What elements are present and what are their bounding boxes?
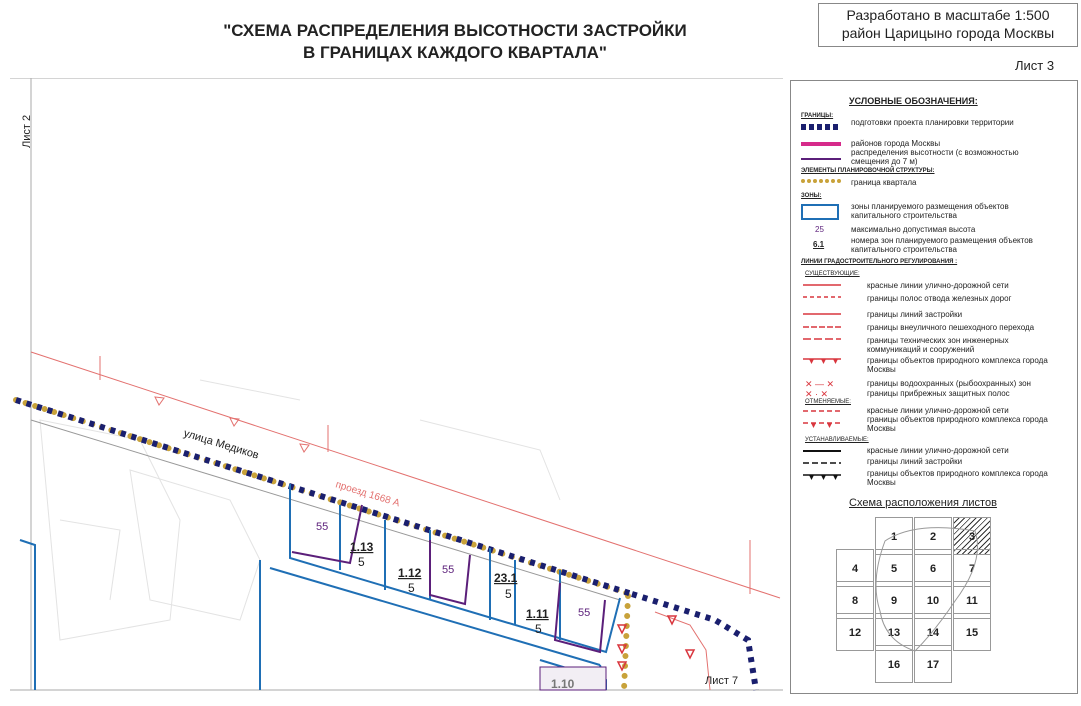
legend-zones-text: зоны планируемого размещения объектов капитального строительства (851, 202, 1009, 220)
zone-23-1-id: 23.1 (494, 571, 518, 585)
sheet-cell-5[interactable]: 5 (875, 549, 913, 587)
legend-border-districts: районов города Москвы (851, 139, 941, 148)
svg-text:✕ · ✕: ✕ · ✕ (805, 389, 829, 399)
sheet-cell-15[interactable]: 15 (953, 613, 991, 651)
district-border-symbol (801, 141, 841, 147)
legend-existing-1: красные линии улично-дорожной сети (867, 281, 1009, 290)
max-height-sample: 25 (815, 225, 824, 234)
height-border-symbol (801, 157, 841, 161)
sheet-cell-10[interactable]: 10 (914, 581, 952, 619)
zone-1-13-max: 55 (316, 521, 329, 533)
legend-established-1: красные линии улично-дорожной сети (867, 446, 1009, 455)
left-sheet-label: Лист 2 (21, 114, 33, 148)
planning-border-symbol (801, 123, 841, 131)
zone-1-13-id: 1.13 (350, 540, 374, 554)
sheet-cell-16[interactable]: 16 (875, 645, 913, 683)
legend-existing-5: границы технических зон инженерных коммуникаций и сооружений (867, 336, 1009, 354)
zone-symbol (801, 204, 839, 220)
legend-border-height: распределения высотности (с возможностью смещения до 7 м) (851, 148, 1019, 166)
height-borders (292, 505, 605, 652)
zone-1-11-id: 1.11 (526, 607, 549, 621)
street-label: улица Медиков (182, 427, 261, 462)
sheet-cell-1[interactable]: 1 (875, 517, 913, 555)
legend-section-zones: ЗОНЫ: (801, 193, 822, 199)
sheet-cell-17[interactable]: 17 (914, 645, 952, 683)
map-canvas (0, 78, 786, 706)
legend-existing-8: границы прибрежных защитных полос (867, 389, 1010, 398)
sheet-layout-title: Схема расположения листов (849, 497, 997, 509)
background-buildings (40, 380, 560, 640)
legend-block-border: граница квартала (851, 178, 917, 187)
legend-sub-cancelled: ОТМЕНЯЕМЫЕ: (805, 399, 851, 405)
legend-existing-4: границы внеуличного пешеходного перехода (867, 323, 1035, 332)
cancelled-lines-symbols (801, 407, 843, 431)
legend-section-borders: ГРАНИЦЫ: (801, 113, 834, 119)
district-outline-on-grid (875, 521, 995, 681)
sheet-cell-9[interactable]: 9 (875, 581, 913, 619)
sheet-cell-8[interactable]: 8 (836, 581, 874, 619)
sheet-cell-7[interactable]: 7 (953, 549, 991, 587)
title-line-2: В ГРАНИЦАХ КАЖДОГО КВАРТАЛА" (303, 43, 607, 62)
sheet-cell-13[interactable]: 13 (875, 613, 913, 651)
zone-outlines (20, 484, 620, 690)
legend-sub-existing: СУЩЕСТВУЮЩИЕ: (805, 271, 860, 277)
sheet-number: Лист 3 (1015, 58, 1055, 73)
legend-established-2: границы линий застройки (867, 457, 963, 466)
road-outline (31, 420, 620, 600)
legend-border-planning: подготовки проекта планировки территории (851, 118, 1014, 127)
legend-cancelled-1: красные линии улично-дорожной сети (867, 406, 1009, 415)
zone-1-10-id: 1.10 (551, 677, 575, 691)
existing-lines-symbols (801, 281, 843, 406)
zone-number-sample: 6.1 (813, 240, 825, 249)
legend-section-lines: ЛИНИИ ГРАДОСТРОИТЕЛЬНОГО РЕГУЛИРОВАНИЯ : (801, 259, 958, 265)
title-line-1: "СХЕМА РАСПРЕДЕЛЕНИЯ ВЫСОТНОСТИ ЗАСТРОЙКИ (223, 21, 687, 40)
zone-1-12-max: 55 (442, 564, 455, 576)
zone-1-11-height: 5 (535, 622, 542, 636)
sheet-cell-12[interactable]: 12 (836, 613, 874, 651)
bottom-sheet-label: Лист 7 (705, 675, 739, 687)
legend-panel (790, 80, 1078, 694)
legend-existing-6: границы объектов природного комплекса города Москвы (867, 356, 1048, 374)
sheet-cell-3-current[interactable]: 3 (953, 517, 991, 555)
legend-existing-7: границы водоохранных (рыбоохранных) зон (867, 379, 1031, 388)
sheet-cell-14[interactable]: 14 (914, 613, 952, 651)
sheet-cell-11[interactable]: 11 (953, 581, 991, 619)
legend-existing-2: границы полос отвода железных дорог (867, 294, 1012, 303)
block-border-symbol (801, 178, 841, 184)
legend-existing-3: границы линий застройки (867, 310, 963, 319)
legend-sub-established: УСТАНАВЛИВАЕМЫЕ: (805, 437, 869, 443)
zone-1-11-max: 55 (578, 607, 591, 619)
nature-triangles (618, 616, 694, 670)
sheet-cell-4[interactable]: 4 (836, 549, 874, 587)
zone-1-13-height: 5 (358, 555, 365, 569)
legend-established-3: границы объектов природного комплекса города Москвы (867, 469, 1048, 487)
zone-1-12-height: 5 (408, 581, 415, 595)
zone-23-1-height: 5 (505, 587, 512, 601)
scale-box (818, 3, 1078, 47)
page-title (190, 20, 720, 64)
established-lines-symbols (801, 445, 843, 481)
scale-line-2: район Царицыно города Москвы (841, 25, 1055, 41)
legend-zone-number: номера зон планируемого размещения объектов капитального строительства (851, 236, 1033, 254)
legend-section-elements: ЭЛЕМЕНТЫ ПЛАНИРОВОЧНОЙ СТРУКТУРЫ: (801, 168, 935, 174)
legend-heading: УСЛОВНЫЕ ОБОЗНАЧЕНИЯ: (849, 96, 978, 106)
sheet-cell-6[interactable]: 6 (914, 549, 952, 587)
svg-text:✕ — ✕: ✕ — ✕ (805, 379, 835, 389)
legend-cancelled-2: границы объектов природного комплекса города Москвы (867, 415, 1048, 433)
sheet-cell-2[interactable]: 2 (914, 517, 952, 555)
scale-line-1: Разработано в масштабе 1:500 (846, 7, 1050, 23)
passage-label: проезд 1668 А (334, 479, 401, 510)
legend-max-height: максимально допустимая высота (851, 225, 976, 234)
zone-1-12-id: 1.12 (398, 566, 422, 580)
